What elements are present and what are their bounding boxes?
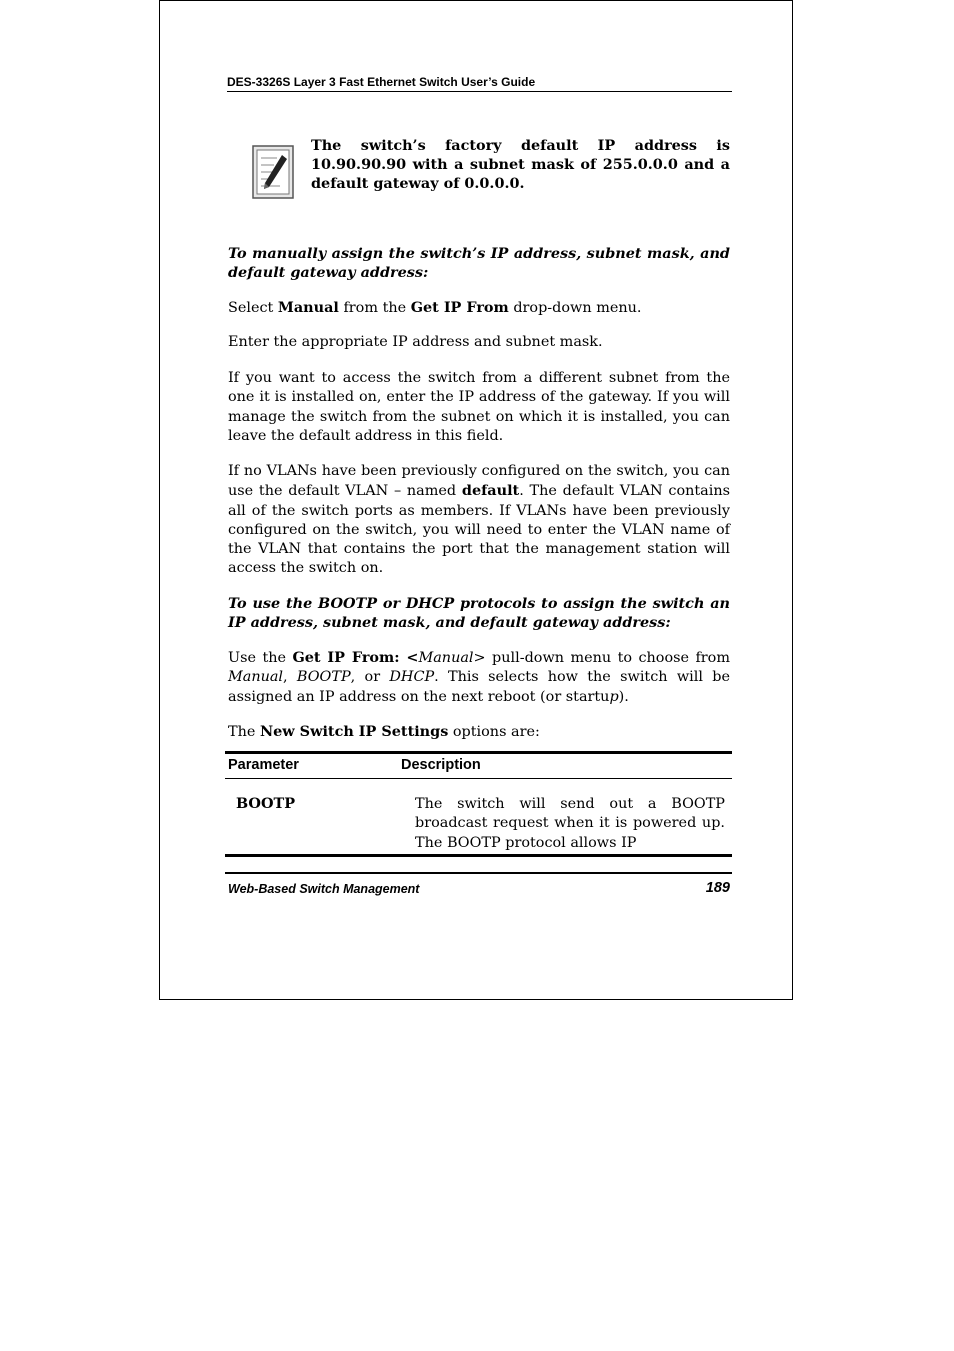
- paragraph: If you want to access the switch from a different subnet from the one it is installed on, enter the IP address of the gateway. If you will manage the switch from the subnet on which it is installed, you can leave the default address in this field.: [228, 370, 730, 444]
- table-header-rule: [225, 778, 732, 779]
- paragraph: [228, 722, 730, 742]
- text-run: drop-down menu.: [508, 300, 642, 316]
- text-run: p: [609, 688, 619, 705]
- text-run: Manual: [277, 299, 339, 316]
- text-run: ).: [618, 688, 629, 705]
- paragraph: [228, 298, 730, 318]
- text-run: If no VLANs have been previously configured on the switch, you can use the default VLAN – named: [228, 463, 730, 500]
- text-run: . The default VLAN contains all of the switch ports as members. If VLANs have been previously configured on the switch, you will need to enter the VLAN name of the VLAN that contains the port that the management station will access the switch on.: [228, 483, 730, 577]
- table-header-description: Description: [401, 757, 481, 773]
- text-run: . This selects how the switch will be assigned an IP address on the next reboot (or startu: [228, 669, 730, 705]
- page-header: DES-3326S Layer 3 Fast Ethernet Switch User’s Guide: [227, 75, 732, 92]
- text-run: Select: [228, 300, 278, 316]
- section-heading: To manually assign the switch’s IP address, subnet mask, and default gateway address:: [228, 245, 730, 282]
- table-cell-description: The switch will send out a BOOTP broadcast request when it is powered up. The BOOTP protocol allows IP: [415, 796, 725, 851]
- text-run: ,: [283, 669, 297, 686]
- text-run: Manual: [418, 650, 474, 666]
- table-header-parameter: Parameter: [228, 757, 299, 773]
- note-text: The switch’s factory default IP address is 10.90.90.90 with a subnet mask of 255.0.0.0 and a default gateway of 0.0.0.0.: [311, 137, 730, 192]
- footer-rule: [225, 872, 732, 874]
- text-run: > pull-down menu to choose from: [473, 650, 730, 666]
- text-run: New Switch IP Settings: [259, 723, 449, 740]
- section-heading: To use the BOOTP or DHCP protocols to assign the switch an IP address, subnet mask, and default gateway address:: [228, 595, 730, 632]
- text-run: , or: [350, 669, 390, 686]
- text-run: <: [399, 649, 419, 666]
- paragraph: [228, 462, 730, 579]
- text-run: Get IP From:: [292, 649, 400, 666]
- text-run: from the: [338, 300, 411, 316]
- table-cell-parameter: BOOTP: [236, 795, 296, 812]
- text-run: Get IP From: [410, 299, 509, 316]
- text-run: DHCP: [389, 669, 435, 686]
- text-run: BOOTP: [296, 669, 351, 686]
- text-run: The: [228, 724, 260, 740]
- note-pencil-icon: [252, 145, 294, 199]
- table-top-rule: [225, 751, 732, 754]
- paragraph: [228, 648, 730, 707]
- paragraph: Enter the appropriate IP address and subnet mask.: [228, 334, 603, 350]
- text-run: options are:: [448, 724, 540, 740]
- table-bottom-rule: [225, 854, 732, 857]
- footer-section-title: Web-Based Switch Management: [228, 882, 420, 896]
- document-page: [159, 0, 793, 1000]
- page-number: 189: [705, 880, 730, 896]
- text-run: default: [461, 482, 520, 500]
- text-run: Manual: [228, 669, 284, 686]
- text-run: Use the: [228, 650, 293, 666]
